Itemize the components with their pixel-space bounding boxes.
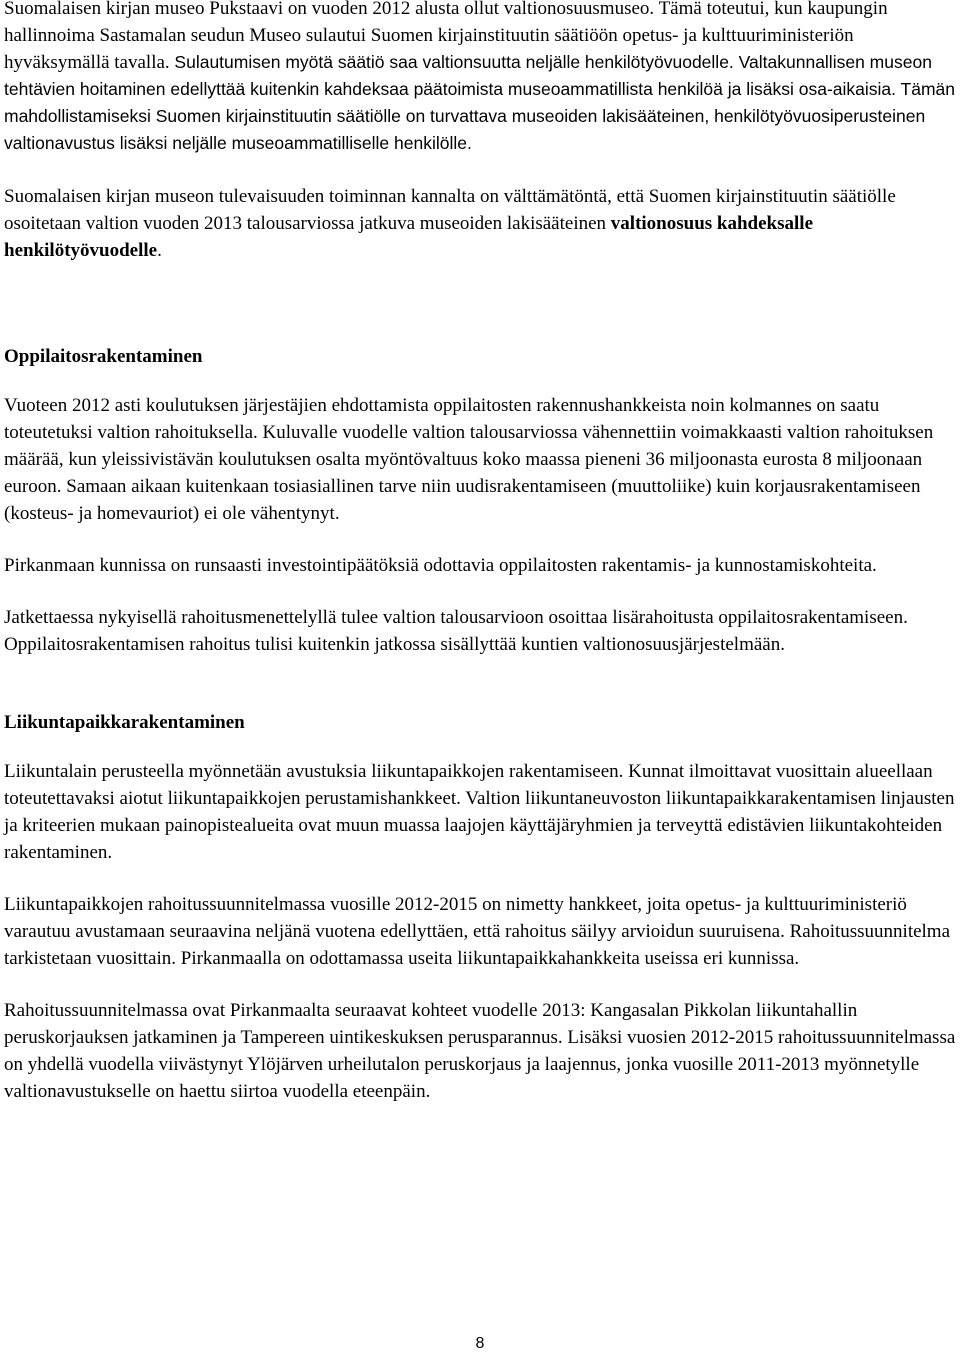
museum-paragraph-1-text-b: Sulautumisen myötä säätiö saa valtionsuutta neljälle henkilötyövuodelle. Valtakunnallisen museon tehtävien hoitaminen edellyttää kuitenkin kahdeksaa päätoimista museoammatillista henkilöä ja lisäksi osa-aikaisia. Tämän mahdollistamiseksi Suomen kirjainstituutin säätiölle on turvattava museoiden lakisääteinen, henkilötyövuosiperusteinen valtionavustus lisäksi neljälle museoammatilliselle henkilölle. [4, 52, 956, 153]
heading-liikuntapaikkarakentaminen: Liikuntapaikkarakentaminen [4, 712, 245, 733]
oppilaitos-paragraph-2: Pirkanmaan kunnissa on runsaasti investointipäätöksiä odottavia oppilaitosten rakentamis- ja kunnostamiskohteita. [4, 555, 877, 576]
liikunta-paragraph-2: Liikuntapaikkojen rahoitussuunnitelmassa vuosille 2012-2015 on nimetty hankkeet, joita opetus- ja kulttuuriministeriö varautuu avustamaan seuraavina neljänä vuotena edellyttäen, että rahoitus säilyy arvioidun suuruisena. Rahoitussuunnitelma tarkistetaan vuosittain. Pirkanmaalla on odottamassa useita liikuntapaikkahankkeita useissa eri kunnissa. [4, 894, 951, 969]
museum-paragraph-2-end: . [157, 240, 162, 261]
liikunta-paragraph-1: Liikuntalain perusteella myönnetään avustuksia liikuntapaikkojen rakentamiseen. Kunnat ilmoittavat vuosittain alueellaan toteutettavaksi aiotut liikuntapaikkojen perustamishankkeet. Valtion liikuntaneuvoston liikuntapaikkarakentamisen linjausten ja kriteerien mukaan painopistealueita ovat muun muassa laajojen käyttäjäryhmien ja terveyttä edistävien liikuntakohteiden rakentaminen. [4, 761, 955, 863]
museum-paragraph-2-text: Suomalaisen kirjan museon tulevaisuuden toiminnan kannalta on välttämätöntä, että Suomen kirjainstituutin säätiölle osoitetaan valtion vuoden 2013 talousarviossa jatkuva museoiden lakisääteinen [4, 186, 896, 234]
heading-oppilaitosrakentaminen: Oppilaitosrakentaminen [4, 346, 203, 367]
document-page [4, 0, 956, 1105]
oppilaitos-paragraph-1: Vuoteen 2012 asti koulutuksen järjestäjien ehdottamista oppilaitosten rakennushankkeista noin kolmannes on saatu toteutetuksi valtion rahoituksella. Kuluvalle vuodelle valtion talousarviossa vähennettiin voimakkaasti valtion rahoituksen määrää, kun yleissivistävän koulutuksen osalta myöntövaltuus koko maassa pieneni 36 miljoonasta eurosta 8 miljoonaan euroon. Samaan aikaan kuitenkaan tosiasiallinen tarve niin uudisrakentamiseen (muuttoliike) kuin korjausrakentamiseen (kosteus- ja homevauriot) ei ole vähentynyt. [4, 395, 934, 524]
museum-paragraph-2 [4, 183, 956, 264]
page-number: 8 [475, 1335, 485, 1352]
museum-paragraph-1-text-a: Suomalaisen kirjan museo Pukstaavi on vuoden 2012 alusta ollut valtionosuusmuseo. Tämä toteutui, kun kaupungin hallinnoima Sastamalan seudun Museo sulautui Suomen kirjainstituutin säätiöön opetus- ja kulttuuriministeriön hyväksymällä tavalla. [4, 0, 888, 73]
oppilaitos-paragraph-3: Jatkettaessa nykyisellä rahoitusmenettelyllä tulee valtion talousarvioon osoittaa lisärahoitusta oppilaitosrakentamiseen. Oppilaitosrakentamisen rahoitus tulisi kuitenkin jatkossa sisällyttää kuntien valtionosuusjärjestelmään. [4, 607, 908, 655]
museum-paragraph-2-bold: valtionosuus kahdeksalle henkilötyövuodelle [4, 213, 814, 261]
liikunta-paragraph-3: Rahoitussuunnitelmassa ovat Pirkanmaalta seuraavat kohteet vuodelle 2013: Kangasalan Pikkolan liikuntahallin peruskorjauksen jatkaminen ja Tampereen uintikeskuksen perusparannus. Lisäksi vuosien 2012-2015 rahoitussuunnitelmassa on yhdellä vuodella viivästynyt Ylöjärven urheilutalon peruskorjaus ja laajennus, jonka vuosille 2011-2013 myönnetylle valtionavustukselle on haettu siirtoa vuodella eteenpäin. [4, 1000, 956, 1102]
museum-paragraph-1 [4, 0, 956, 157]
